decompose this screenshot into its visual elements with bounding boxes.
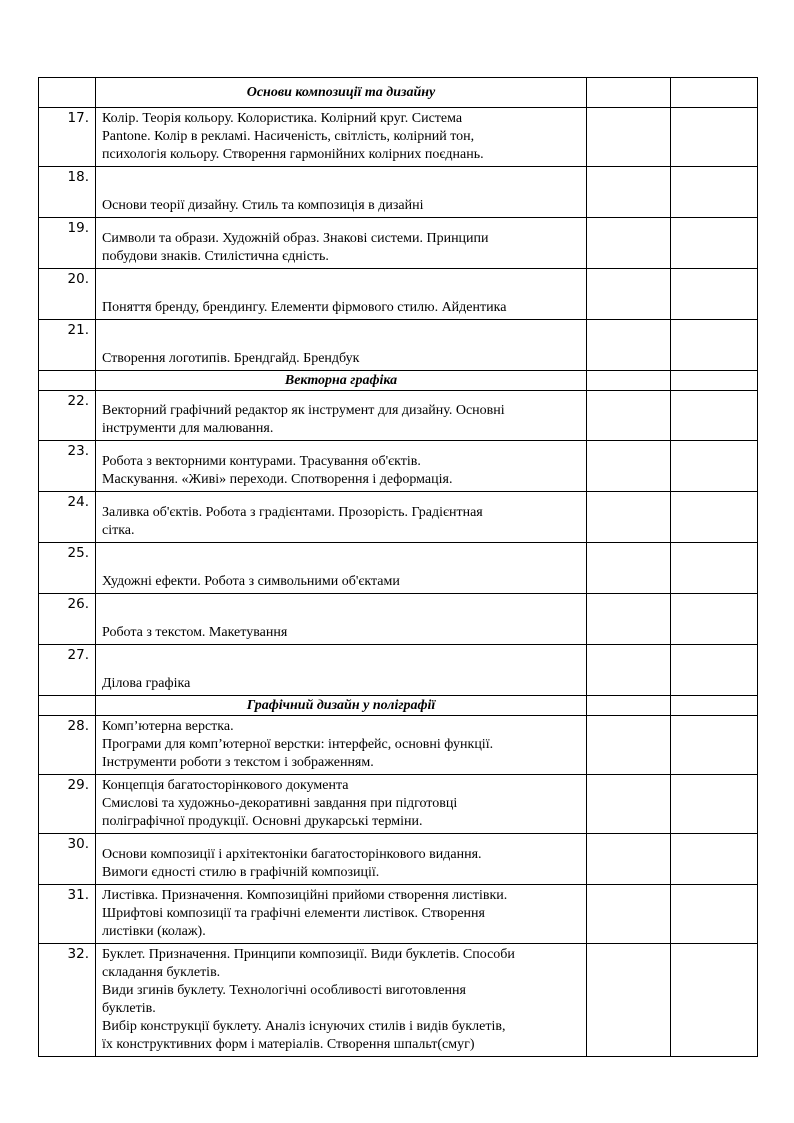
section-header-row	[39, 696, 758, 716]
empty-cell	[587, 320, 671, 371]
empty-cell	[671, 320, 758, 371]
topic-line: Шрифтові композиції та графічні елементи листівок. Створення	[102, 906, 485, 921]
topic-cell	[96, 492, 587, 543]
table-row	[39, 269, 758, 320]
empty-cell	[587, 391, 671, 441]
empty-cell	[587, 441, 671, 492]
row-number: 20.	[39, 269, 96, 320]
table-row	[39, 645, 758, 696]
topic-cell	[96, 716, 587, 775]
table-row	[39, 775, 758, 834]
table-row	[39, 441, 758, 492]
row-number: 26.	[39, 594, 96, 645]
topic-line: Основи композиції і архітектоніки багатосторінкового видання.	[102, 847, 482, 862]
table-row	[39, 492, 758, 543]
empty-cell	[587, 543, 671, 594]
empty-cell	[587, 594, 671, 645]
topic-line: Робота з векторними контурами. Трасування об'єктів.	[102, 454, 421, 469]
topic-line: Концепція багатосторінкового документа	[102, 778, 349, 793]
topic-cell	[96, 391, 587, 441]
topic-cell	[96, 543, 587, 594]
empty-cell	[587, 944, 671, 1057]
topic-line: Поняття бренду, брендингу. Елементи фірмового стилю. Айдентика	[102, 300, 507, 315]
row-number: 29.	[39, 775, 96, 834]
row-number: 25.	[39, 543, 96, 594]
topic-line: Види згинів буклету. Технологічні особливості виготовлення	[102, 983, 466, 998]
row-number: 31.	[39, 885, 96, 944]
empty-cell	[671, 716, 758, 775]
empty-cell	[671, 645, 758, 696]
topic-line: поліграфічної продукції. Основні друкарські терміни.	[102, 814, 423, 829]
topic-line: побудови знаків. Стилістична єдність.	[102, 249, 329, 264]
empty-cell	[587, 371, 671, 391]
topic-cell	[96, 269, 587, 320]
row-number: 27.	[39, 645, 96, 696]
empty-cell	[39, 371, 96, 391]
row-number: 21.	[39, 320, 96, 371]
topic-cell	[96, 594, 587, 645]
topic-line: сітка.	[102, 523, 135, 538]
section-title: Векторна графіка	[96, 371, 587, 391]
topic-cell	[96, 218, 587, 269]
section-title: Графічний дизайн у поліграфії	[96, 696, 587, 716]
topic-line: інструменти для малювання.	[102, 421, 274, 436]
topic-line: психологія кольору. Створення гармонійних колірних поєднань.	[102, 147, 484, 162]
table-row	[39, 716, 758, 775]
row-number: 23.	[39, 441, 96, 492]
table-row	[39, 944, 758, 1057]
table-row	[39, 167, 758, 218]
empty-cell	[587, 885, 671, 944]
topic-cell	[96, 320, 587, 371]
empty-cell	[587, 78, 671, 108]
section-header-row	[39, 371, 758, 391]
empty-cell	[671, 944, 758, 1057]
section-title: Основи композиції та дизайну	[96, 78, 587, 108]
empty-cell	[671, 269, 758, 320]
empty-cell	[587, 696, 671, 716]
topic-cell	[96, 108, 587, 167]
topic-line: Вимоги єдності стилю в графічній композиції.	[102, 865, 380, 880]
empty-cell	[671, 696, 758, 716]
topic-cell	[96, 167, 587, 218]
empty-cell	[587, 167, 671, 218]
topic-line: Смислові та художньо-декоративні завдання при підготовці	[102, 796, 458, 811]
topic-line: Векторний графічний редактор як інструмент для дизайну. Основні	[102, 403, 505, 418]
curriculum-table	[38, 77, 758, 1057]
topic-line: Символи та образи. Художній образ. Знакові системи. Принципи	[102, 231, 489, 246]
empty-cell	[587, 108, 671, 167]
topic-line: Pantone. Колір в рекламі. Насиченість, світлість, колірний тон,	[102, 129, 475, 144]
topic-cell	[96, 645, 587, 696]
table-row	[39, 834, 758, 885]
row-number: 22.	[39, 391, 96, 441]
empty-cell	[39, 696, 96, 716]
topic-line: Основи теорії дизайну. Стиль та композиція в дизайні	[102, 198, 424, 213]
topic-cell	[96, 441, 587, 492]
empty-cell	[671, 218, 758, 269]
empty-cell	[671, 885, 758, 944]
topic-line: Заливка об'єктів. Робота з градієнтами. Прозорість. Градієнтная	[102, 505, 483, 520]
section-header-row	[39, 78, 758, 108]
row-number: 19.	[39, 218, 96, 269]
topic-line: Маскування. «Живі» переходи. Спотворення і деформація.	[102, 472, 453, 487]
table-row	[39, 108, 758, 167]
table-row	[39, 320, 758, 371]
topic-line: Вибір конструкції буклету. Аналіз існуючих стилів і видів буклетів,	[102, 1019, 506, 1034]
empty-cell	[587, 834, 671, 885]
topic-line: Створення логотипів. Брендгайд. Брендбук	[102, 351, 360, 366]
table-body	[39, 78, 758, 1057]
table-row	[39, 594, 758, 645]
table-row	[39, 543, 758, 594]
row-number: 24.	[39, 492, 96, 543]
topic-cell	[96, 834, 587, 885]
topic-line: Програми для комп’ютерної верстки: інтерфейс, основні функції.	[102, 737, 494, 752]
empty-cell	[671, 441, 758, 492]
topic-line: Комп’ютерна верстка.	[102, 719, 234, 734]
topic-line: Художні ефекти. Робота з символьними об'єктами	[102, 574, 400, 589]
row-number: 28.	[39, 716, 96, 775]
empty-cell	[671, 371, 758, 391]
empty-cell	[39, 78, 96, 108]
empty-cell	[587, 645, 671, 696]
topic-cell	[96, 775, 587, 834]
empty-cell	[671, 775, 758, 834]
topic-line: Листівка. Призначення. Композиційні прийоми створення листівки.	[102, 888, 508, 903]
empty-cell	[587, 269, 671, 320]
topic-cell	[96, 944, 587, 1057]
topic-line: їх конструктивних форм і матеріалів. Створення шпальт(смуг)	[102, 1037, 475, 1052]
topic-line: Колір. Теорія кольору. Колористика. Колірний круг. Система	[102, 111, 463, 126]
empty-cell	[671, 543, 758, 594]
empty-cell	[671, 167, 758, 218]
empty-cell	[587, 218, 671, 269]
empty-cell	[587, 716, 671, 775]
table-row	[39, 218, 758, 269]
empty-cell	[671, 492, 758, 543]
empty-cell	[671, 108, 758, 167]
topic-line: Ділова графіка	[102, 676, 191, 691]
row-number: 32.	[39, 944, 96, 1057]
empty-cell	[671, 391, 758, 441]
empty-cell	[587, 775, 671, 834]
empty-cell	[671, 594, 758, 645]
row-number: 17.	[39, 108, 96, 167]
empty-cell	[587, 492, 671, 543]
topic-line: листівки (колаж).	[102, 924, 206, 939]
empty-cell	[671, 78, 758, 108]
table-row	[39, 391, 758, 441]
table-row	[39, 885, 758, 944]
row-number: 18.	[39, 167, 96, 218]
topic-line: Інструменти роботи з текстом і зображенням.	[102, 755, 374, 770]
empty-cell	[671, 834, 758, 885]
topic-line: Робота з текстом. Макетування	[102, 625, 288, 640]
topic-cell	[96, 885, 587, 944]
topic-line: Буклет. Призначення. Принципи композиції. Види буклетів. Способи	[102, 947, 515, 962]
topic-line: складання буклетів.	[102, 965, 221, 980]
row-number: 30.	[39, 834, 96, 885]
topic-line: буклетів.	[102, 1001, 156, 1016]
